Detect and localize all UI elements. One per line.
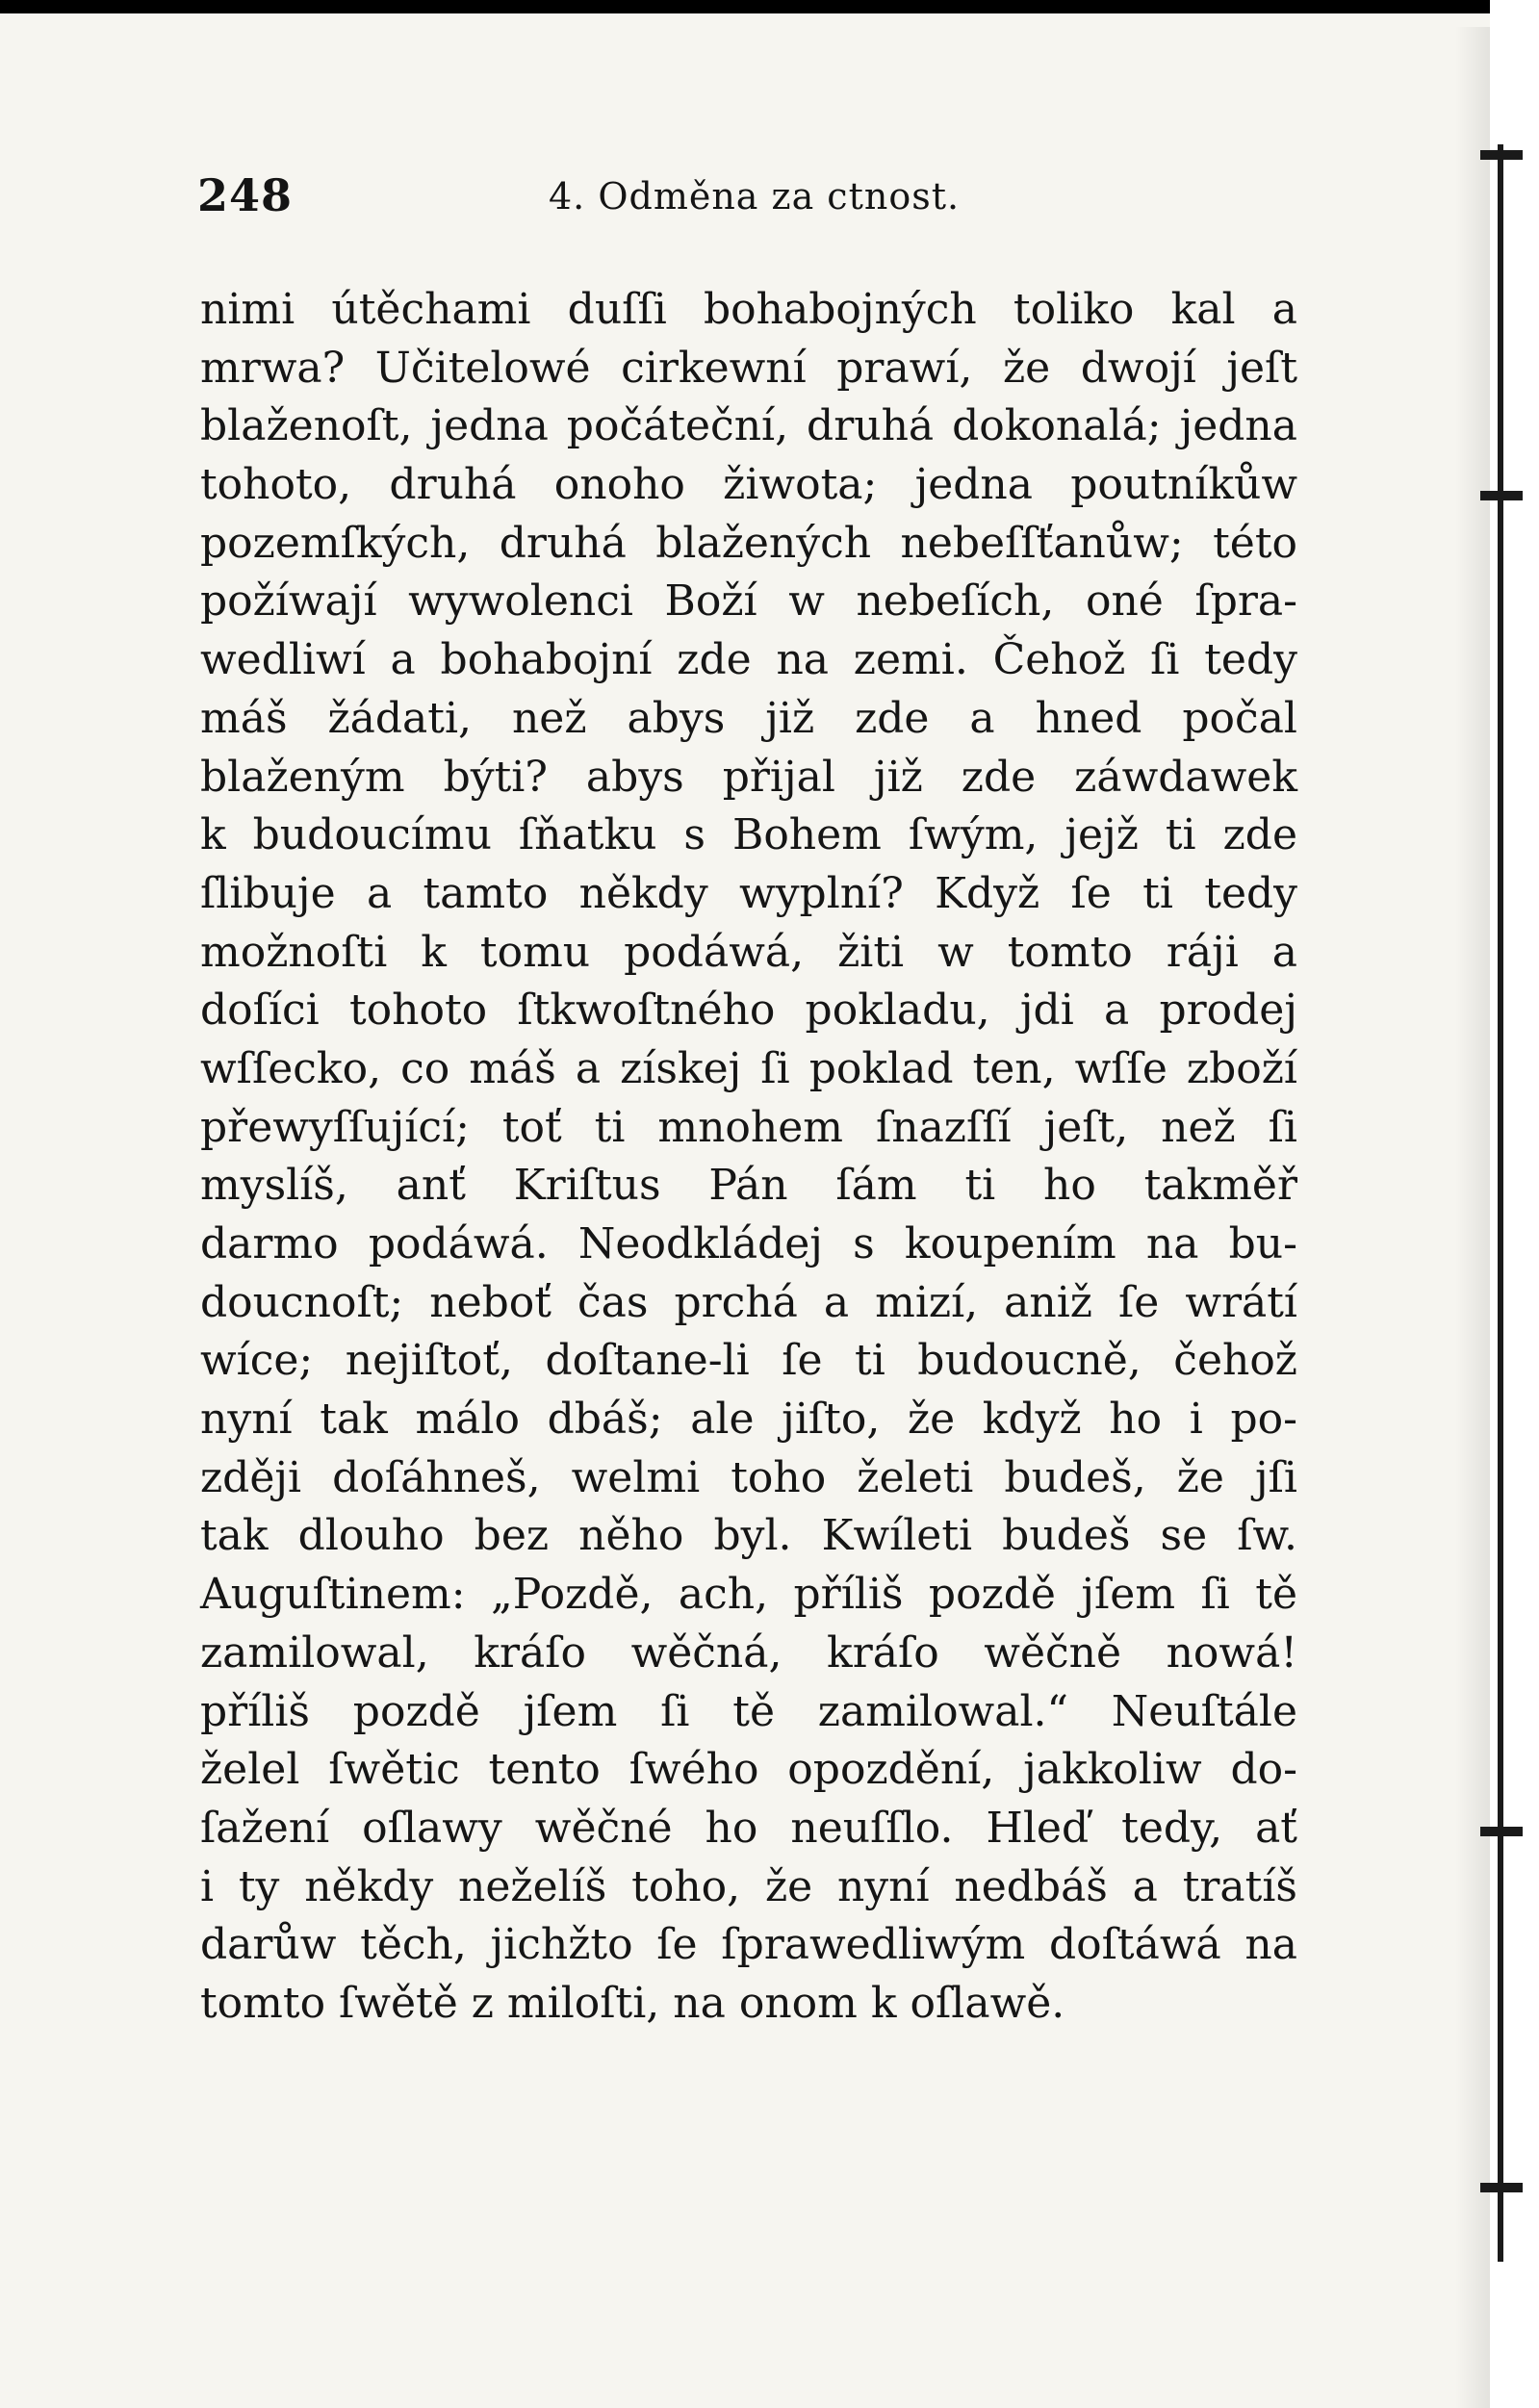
text-line: nimi útěchami duſſi bohabojných toliko kal a [200,285,1297,334]
text-line: myslíš, anť Kriſtus Pán ſám ti ho takměř [200,1161,1297,1211]
text-line: blaženoſt, jedna počáteční, druhá dokonalá; jedna [200,401,1297,451]
text-line: příliš pozdě jſem ſi tě zamilowal.“ Neuſtále [200,1686,1297,1736]
text-line: požíwají wywolenci Boží w nebeſích, oné ſpra- [200,576,1297,627]
text-line: přewyſſující; toť ti mnohem ſnazſſí jeſt, než ſi [200,1102,1297,1152]
text-line: želel ſwětic tento ſwého opozdění, jakkoliw do- [200,1745,1297,1795]
scan-edge-mark [1480,1827,1523,1836]
scan-edge-mark [1480,491,1523,500]
text-line: zamilowal, kráſo wěčná, kráſo wěčně nowá! [200,1627,1297,1678]
text-line: nyní tak málo dbáš; ale jiſto, že když ho i po- [200,1395,1297,1445]
text-line: máš žádati, než abys již zde a hned počal [200,693,1297,743]
text-line: darmo podáwá. Neodkládej s koupením na bu- [200,1219,1297,1268]
page-number: 248 [197,169,294,221]
text-line: pozemſkých, druhá blažených nebeſſťanůw; této [200,518,1297,568]
scan-shadow [1455,27,1490,2408]
scan-edge-mark [1480,150,1523,160]
text-line: k budoucímu ſňatku s Bohem ſwým, jejž ti zde [200,810,1297,860]
text-line: tak dlouho bez něho byl. Kwíleti budeš se ſw. [200,1511,1297,1561]
text-line: Auguſtinem: „Pozdě, ach, příliš pozdě jſem ſi tě [200,1570,1297,1620]
body-text [200,281,1297,2034]
text-line: i ty někdy neželíš toho, že nyní nedbáš a tratíš [200,1861,1297,1911]
running-title: 4. Odměna za ctnost. [549,175,961,218]
text-line: doucnoſt; neboť čas prchá a mizí, aniž ſe wrátí [200,1277,1297,1327]
scan-edge-mark [1480,2183,1523,2192]
text-line: ſlibuje a tamto někdy wyplní? Když ſe ti tedy [200,868,1297,918]
text-line: wíce; nejiſtoť, doſtane-li ſe ti budoucně, čehož [200,1336,1297,1386]
text-line: tohoto, druhá onoho žiwota; jedna poutníkůw [200,460,1297,510]
text-line: blaženým býti? abys přijal již zde záwdawek [200,752,1297,802]
text-line: zději doſáhneš, welmi toho želeti budeš, že jſi [200,1452,1297,1502]
scan-edge-rule [1498,144,1503,2262]
text-line: doſíci tohoto ſtkwoſtného pokladu, jdi a prodej [200,986,1297,1036]
book-page [0,13,1490,2408]
text-line: tomto ſwětě z miloſti, na onom k oſlawě. [200,1978,1065,2028]
text-line: ſažení oſlawy wěčné ho neuſſlo. Hleď tedy, ať [200,1803,1297,1853]
page-header [197,169,1304,237]
text-line: wſſecko, co máš a získej ſi poklad ten, wſſe zboží [200,1043,1297,1093]
text-line: mrwa? Učitelowé cirkewní prawí, že dwojí jeſt [200,343,1297,393]
text-line: možnoſti k tomu podáwá, žiti w tomto ráji a [200,927,1297,977]
text-line: wedliwí a bohabojní zde na zemi. Čehož ſi tedy [200,635,1297,685]
text-line: darůw těch, jichžto ſe ſprawedliwým doſtáwá na [200,1920,1297,1970]
